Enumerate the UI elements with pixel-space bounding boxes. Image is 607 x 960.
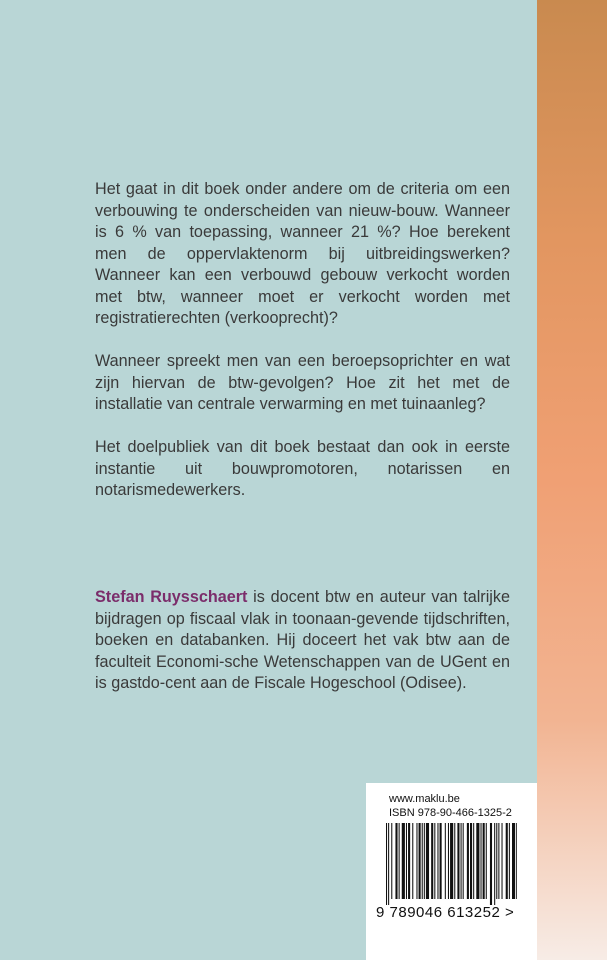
description-paragraph-2: Wanneer spreekt men van een beroepsoprichter en wat zijn hiervan de btw-gevolgen? Hoe zit het met de installatie van centrale verwarming en met tuinaanleg? [95,352,510,413]
barcode-bar [402,823,405,899]
barcode-digits: 9 789046 613252 > [376,904,515,921]
spine-gradient-strip [537,0,607,960]
barcode-bar [467,823,469,899]
barcode-bar [437,823,438,899]
barcode-bar [406,823,407,899]
barcode-bar [496,823,497,899]
barcode-bar [412,823,413,899]
barcode-bar [483,823,485,899]
barcode-bar [481,823,482,899]
barcode-bar [506,823,508,899]
author-name: Stefan Ruysschaert [95,588,248,606]
barcode-bar [386,823,387,905]
barcode-bar [431,823,433,899]
author-bio-paragraph [95,587,510,695]
author-bio [95,587,510,695]
isbn-label: ISBN 978-90-466-1325-2 [389,807,512,819]
barcode-bar [440,823,442,899]
barcode-bar [391,823,392,899]
barcode-bar [450,823,453,899]
barcode-bar [454,823,455,899]
barcode-bar [445,823,446,899]
barcode-bar [490,823,492,905]
barcode-bar [448,823,449,899]
barcode-bar [416,823,417,899]
barcode-bar [408,823,410,899]
barcode-bar [457,823,459,899]
barcode-bar [512,823,515,899]
barcode-bar [426,823,429,899]
description-paragraph-3: Het doelpubliek van dit boek bestaat dan ook in eerste instantie uit bouwpromotoren, notarissen en notarismedewerkers. [95,438,510,499]
barcode-bar [486,823,487,899]
barcode-bar [463,823,464,899]
publisher-url: www.maklu.be [389,793,460,805]
description-paragraph-1: Het gaat in dit boek onder andere om de criteria om een verbouwing te onderscheiden van nieuw-bouw. Wanneer is 6 % van toepassing, wanneer 21 %? Hoe berekent men de oppervlaktenorm bij uitbreidingswerken? Wanneer kan een verbouwd gebouw verkocht worden met btw, wanneer moet er verkocht worden met registratierechten (verkooprecht)? [95,180,510,327]
barcode-graphic [386,823,517,905]
barcode-bar [476,823,479,899]
barcode-bar [502,823,503,899]
barcode-bar [395,823,397,899]
barcode-bar [470,823,472,899]
barcode-panel [366,783,537,960]
book-description [95,179,510,502]
author-bio-text: is docent btw en auteur van talrijke bijdragen op fiscaal vlak in toonaan-gevende tijdschriften, boeken en databanken. Hij doceert het vak btw aan de faculteit Economi-sche Wetenschappen van de UGent en is gastdo-cent aan de Fiscale Hogeschool (Odisee). [95,588,510,692]
barcode-bar [494,823,495,905]
barcode-bar [388,823,389,905]
barcode-bar [399,823,400,899]
barcode-bar [473,823,474,899]
barcode-bar [498,823,499,899]
barcode-bar [424,823,425,899]
barcode-bar [461,823,462,899]
barcode-bar [434,823,435,899]
barcode-bar [509,823,510,899]
barcode-bar [422,823,423,899]
barcode-bar [419,823,421,899]
barcode-bar [516,823,517,899]
